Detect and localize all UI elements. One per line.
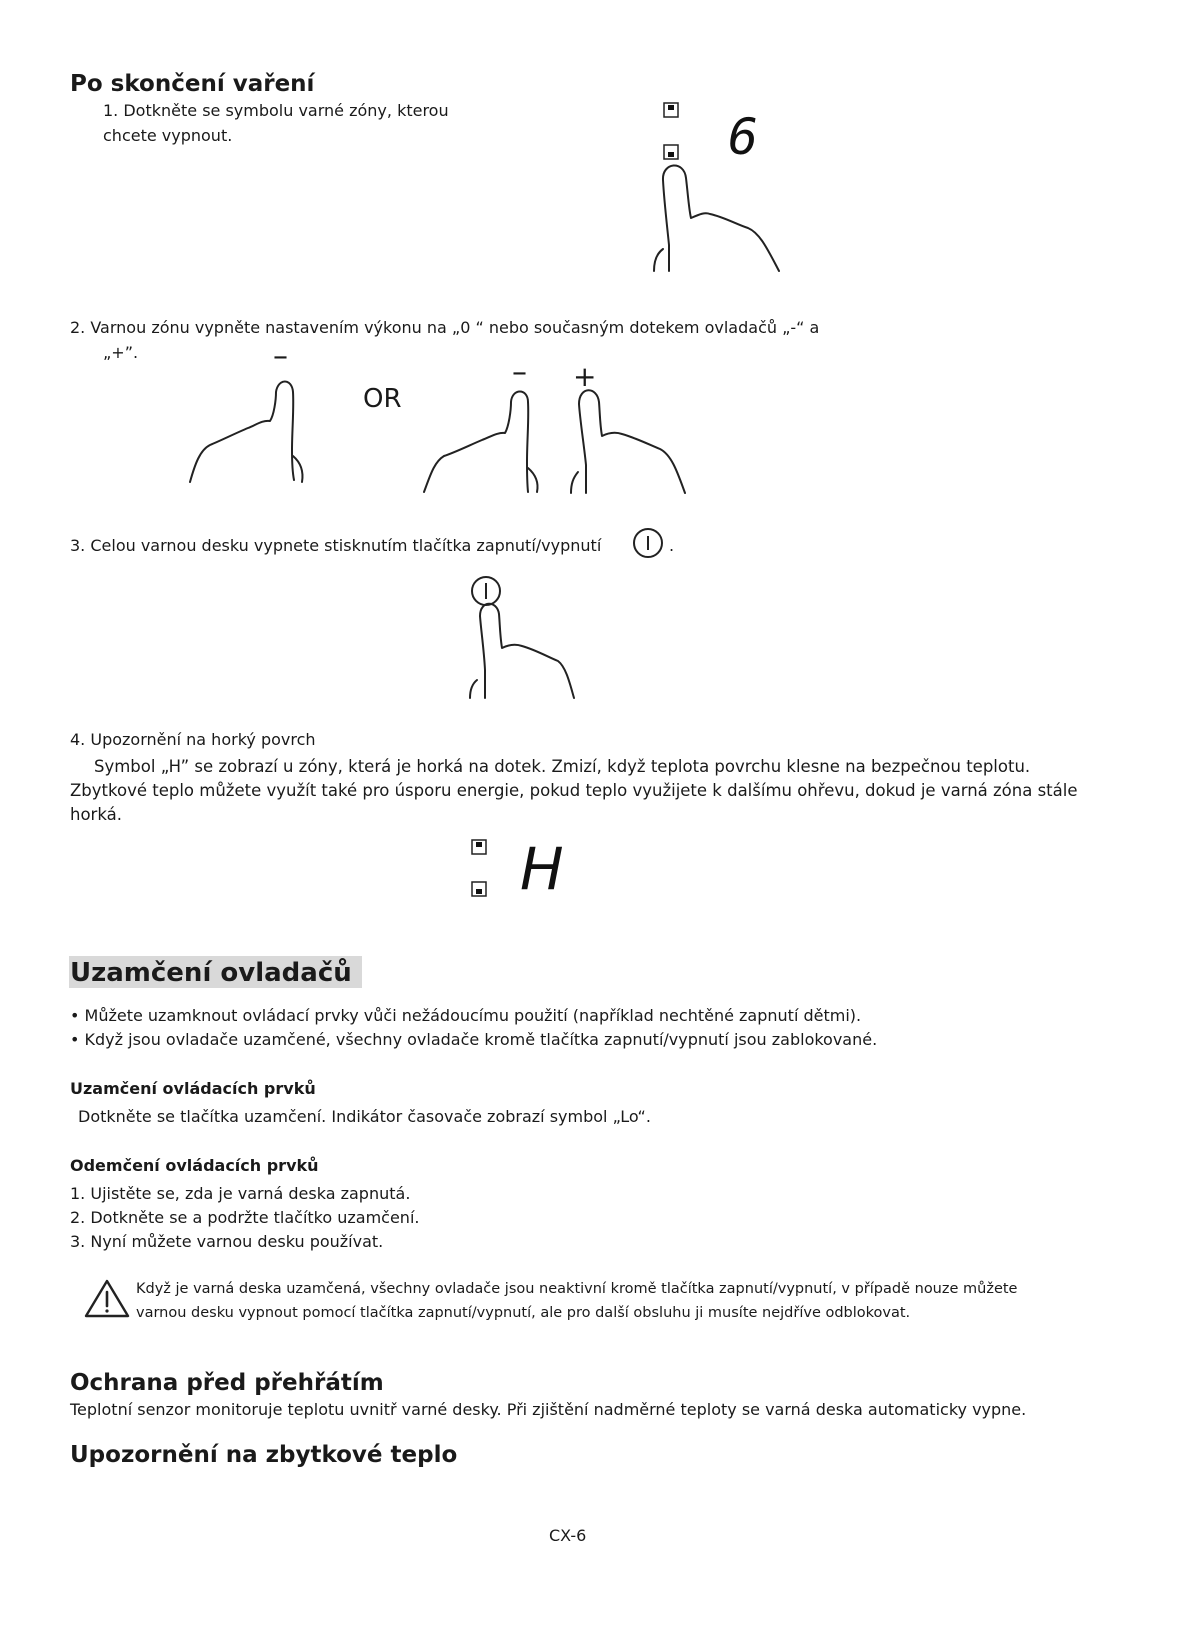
overheat-text: Teplotní senzor monitoruje teplotu uvnitř varné desky. Při zjištění nadměrné teploty se varná deska automaticky vypne. [70, 1400, 1027, 1419]
step4-line3: horká. [70, 805, 122, 824]
section-title-finish: Po skončení vaření [70, 71, 315, 97]
step4-title: 4. Upozornění na horký povrch [70, 730, 316, 749]
step1-text-line1: 1. Dotkněte se symbolu varné zóny, kterou [103, 101, 449, 120]
step3-end: . [669, 536, 675, 555]
lock-bullet-2: • Když jsou ovladače uzamčené, všechny ovladače kromě tlačítka zapnutí/vypnutí jsou zablokované. [70, 1030, 878, 1049]
unlock-step-1: 1. Ujistěte se, zda je varná deska zapnutá. [70, 1184, 411, 1203]
section-title-lock: Uzamčení ovladačů [70, 958, 352, 988]
step2-text-line2: „+”. [103, 343, 139, 362]
warning-line-2: varnou desku vypnout pomocí tlačítka zapnutí/vypnutí, ale pro další obsluhu ji musíte nejdříve odblokovat. [136, 1305, 911, 1321]
lock-bullet-1: • Můžete uzamknout ovládací prvky vůči nežádoucímu použití (například nechtěné zapnutí dětmi). [70, 1006, 862, 1025]
step4-line2: Zbytkové teplo můžete využít také pro úsporu energie, pokud teplo využijete k dalšímu ohřevu, dokud je varná zóna stále [70, 781, 1078, 800]
step2-text-line1: 2. Varnou zónu vypněte nastavením výkonu na „0 “ nebo současným dotekem ovladačů „-“ a [70, 318, 820, 337]
display-h: H [520, 835, 564, 903]
step3-text: 3. Celou varnou desku vypnete stisknutím tlačítka zapnutí/vypnutí [70, 536, 602, 555]
unlock-subtitle: Odemčení ovládacích prvků [70, 1156, 319, 1175]
or-label: OR [363, 384, 402, 414]
lock-text: Dotkněte se tlačítka uzamčení. Indikátor časovače zobrazí symbol „Lo“. [78, 1107, 651, 1126]
unlock-step-3: 3. Nyní můžete varnou desku používat. [70, 1232, 384, 1251]
unlock-step-2: 2. Dotkněte se a podržte tlačítko uzamčení. [70, 1208, 420, 1227]
minus-label-2: – [512, 355, 527, 390]
page-number: CX-6 [549, 1526, 587, 1545]
lock-subtitle: Uzamčení ovládacích prvků [70, 1079, 316, 1098]
section-title-overheat: Ochrana před přehřátím [70, 1370, 384, 1396]
minus-label-1: – [273, 339, 288, 374]
step4-line1: Symbol „H” se zobrazí u zóny, která je horká na dotek. Zmizí, když teplota povrchu klesne na bezpečnou teplotu. [94, 757, 1031, 776]
warning-line-1: Když je varná deska uzamčená, všechny ovladače jsou neaktivní kromě tlačítka zapnutí/vypnutí, v případě nouze můžete [136, 1281, 1018, 1297]
display-digit-6: 6 [728, 108, 759, 166]
step1-text-line2: chcete vypnout. [103, 126, 233, 145]
section-title-residual: Upozornění na zbytkové teplo [70, 1442, 458, 1468]
plus-label: + [573, 360, 597, 393]
